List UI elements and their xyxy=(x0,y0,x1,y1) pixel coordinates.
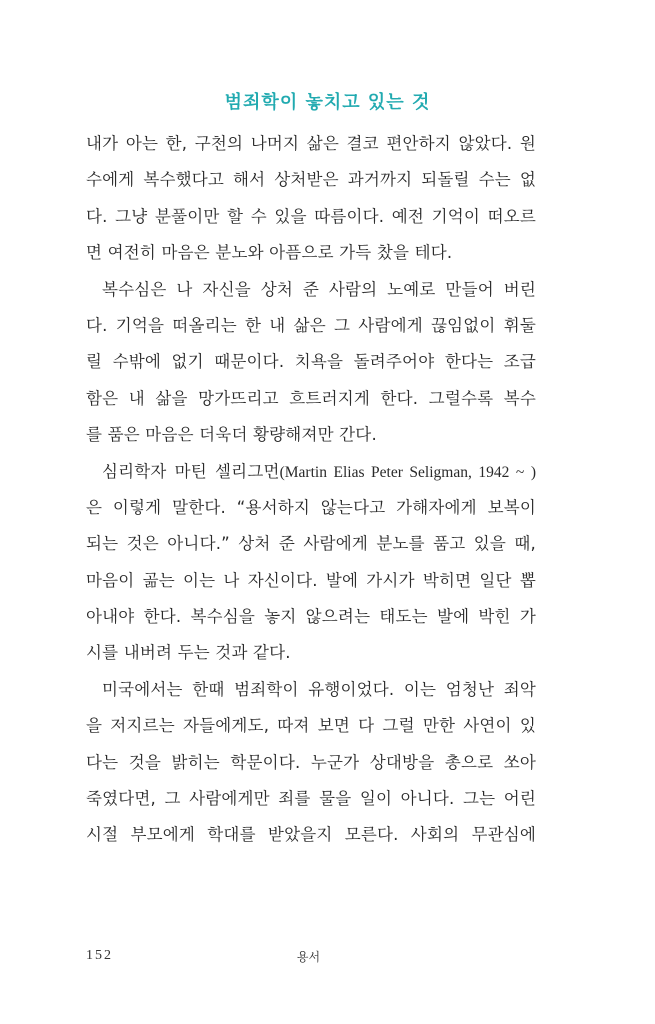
text-line-korean: 심리학자 마틴 셀리그먼 xyxy=(102,461,280,481)
text-line: 복수심은 나 자신을 상처 준 사람의 노예로 만들어 버린 xyxy=(102,279,536,299)
text-line: 은 이렇게 말한다. “용서하지 않는다고 가해자에게 보복이 xyxy=(86,497,536,517)
text-line: 수에게 복수했다고 해서 상처받은 과거까지 되돌릴 수는 없 xyxy=(86,170,536,190)
text-line: 을 저지르는 자들에게도, 따져 보면 다 그럴 만한 사연이 있 xyxy=(86,716,536,736)
page-footer xyxy=(0,948,655,968)
text-line: 내가 아는 한, 구천의 나머지 삶은 결코 편안하지 않았다. 원 xyxy=(86,134,536,153)
text-line: 면 여전히 마음은 분노와 아픔으로 가득 찼을 테다. xyxy=(86,243,453,263)
text-line: 시절 부모에게 학대를 받았을지 모른다. 사회의 무관심에 xyxy=(86,825,536,845)
text-line: 아내야 한다. 복수심을 놓지 않으려는 태도는 발에 박힌 가 xyxy=(86,607,536,627)
text-line: 를 품은 마음은 더욱더 황량해져만 간다. xyxy=(86,425,377,445)
chapter-title: 범죄학이 놓치고 있는 것 xyxy=(224,92,431,113)
text-line: 되는 것은 아니다.” 상처 준 사람에게 분노를 품고 있을 때, xyxy=(86,534,536,554)
text-line-latin-name: (Martin Elias Peter Seligman, 1942 ~ ) xyxy=(279,463,536,481)
text-line: 다. 그냥 분풀이만 할 수 있을 따름이다. 예전 기억이 떠오르 xyxy=(86,206,536,226)
text-line: 미국에서는 한때 범죄학이 유행이었다. 이는 엄청난 죄악 xyxy=(102,679,536,699)
text-line: 릴 수밖에 없기 때문이다. 치욕을 돌려주어야 한다는 조급 xyxy=(86,352,536,372)
running-title: 용서 xyxy=(296,950,321,964)
text-line: 함은 내 삶을 망가뜨리고 흐트러지게 한다. 그럴수록 복수 xyxy=(86,388,536,408)
text-line: 시를 내버려 두는 것과 같다. xyxy=(86,643,291,663)
page-number: 152 xyxy=(86,948,113,963)
text-line: 다. 기억을 떠올리는 한 내 삶은 그 사람에게 끊임없이 휘둘 xyxy=(86,315,536,335)
text-line: 죽였다면, 그 사람에게만 죄를 물을 일이 아니다. 그는 어린 xyxy=(86,789,536,809)
text-line: 마음이 곪는 이는 나 자신이다. 발에 가시가 박히면 일단 뽑 xyxy=(86,570,536,590)
text-line xyxy=(86,454,536,490)
text-line: 다는 것을 밝히는 학문이다. 누군가 상대방을 총으로 쏘아 xyxy=(86,752,536,772)
body-text xyxy=(86,126,536,854)
